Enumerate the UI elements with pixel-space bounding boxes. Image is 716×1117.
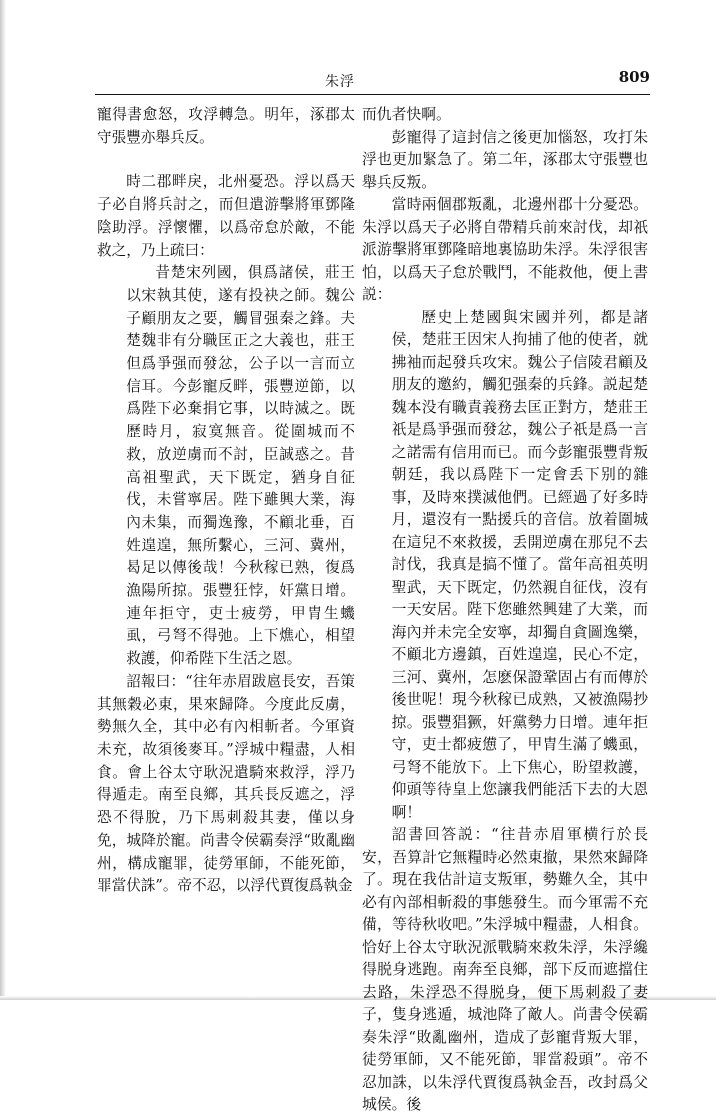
classical-text-column [97,104,355,984]
scan-edge [0,0,6,1000]
memorial-quote: 昔楚宋列國，俱爲諸侯，莊王以宋執其使，遂有投袂之師。魏公子顧朋友之要，觸冒强秦之鋒。夫楚魏非有分職匡正之大義也，莊王但爲爭强而發忿，公子以一言而立信耳。今彭寵反畔，張豐逆節，以爲陛下必棄捐它事，以時滅之。既歷時月，寂寞無音。從圍城而不救，放逆虜而不討，臣誠惑之。昔高祖聖武，天下既定，猶身自征伐，未嘗寧居。陛下雖興大業，海內未集，而獨逸豫，不顧北垂，百姓遑遑，無所繫心，三河、冀州，曷足以傳後哉！今秋稼已熟，復爲漁陽所掠。張豐狂悖，奸黨日增。連年拒守，吏士疲勞，甲胄生蟣虱，弓弩不得弛。上下燋心，相望救護，仰希陛下生活之恩。 [126,264,355,668]
paragraph: 時二郡畔戾，北州憂恐。浮以爲天子必自將兵討之，而但遣游擊將軍鄧隆陰助浮。浮懷懼，以爲帝怠於敵，不能救之，乃上疏曰： [97,173,355,259]
paragraph: 當時兩個郡叛亂，北邊州郡十分憂恐。朱浮以爲天子必將自帶精兵前來討伐，却祇派游擊將軍鄧隆暗地裏協助朱浮。朱浮很害怕，以爲天子怠於戰鬥，不能救他，便上書説： [362,196,648,303]
header-rule [95,94,650,95]
paragraph: 詔書回答説：“往昔赤眉軍横行於長安，吾算計它無糧時必然東撤，果然來歸降了。現在我估計這支叛軍，勢難久全，其中必有內部相斬殺的事態發生。而今軍需不充備，等待秋收吧。”朱浮城中糧盡，人相食。恰好上谷太守耿況派戰騎來救朱浮，朱浮纔得脱身逃跑。南奔至良鄉，部下反而遮擋住去路，朱浮恐不得脱身，便下馬刺殺了妻子，隻身逃遁，城池降了敵人。尚書令侯霸奏朱浮“敗亂幽州，造成了彭寵背叛大罪，徒勞軍師，又不能死節，罪當殺頭”。帝不忍加誅，以朱浮代賈復爲執金吾，改封爲父城侯。後 [362,826,648,1113]
running-title: 朱浮 [325,74,355,90]
page-header [95,68,650,94]
page-number: 809 [618,68,650,86]
paragraph: 詔報曰：“往年赤眉跋扈長安，吾策其無穀必東，果來歸降。今度此反虜，勢無久全，其中必有內相斬者。今軍資未充，故須後麥耳。”浮城中糧盡，人相食。會上谷太守耿況遣騎來救浮，浮乃得遁走。南至良鄉，其兵長反遮之，浮恐不得脫，乃下馬刺殺其妻，僅以身免，城降於寵。尚書令侯霸奏浮“敗亂幽州，構成寵罪，徒勞軍師，不能死節，罪當伏誅”。帝不忍，以浮代賈復爲執金 [97,672,355,895]
paragraph: 而仇者快啊。 [362,106,451,123]
paragraph: 彭寵得了這封信之後更加惱怒，攻打朱浮也更加緊急了。第二年，涿郡太守張豐也舉兵反叛。 [362,128,648,191]
translation-column [362,104,648,1113]
memorial-quote: 歷史上楚國與宋國并列，都是諸侯，楚莊王因宋人拘捕了他的使者，就拂袖而起發兵攻宋。魏公子信陵君顧及朋友的邀約，觸犯强秦的兵鋒。説起楚魏本没有職責義務去匡正對方，楚莊王祇是爲爭强而發忿，魏公子祇是爲一言之諾需有信用而已。而今彭寵張豐背叛朝廷，我以爲陛下一定會丢下别的雜事，及時來撲滅他們。已經過了好多時月，還沒有一點援兵的音信。放着圍城在這兒不來救援，丢開逆虜在那兒不去討伐，我真是搞不懂了。當年高祖英明聖武，天下既定，仍然親自征伐，沒有一天安居。陛下您雖然興建了大業，而海內并未完全安寧，却獨自貪圖逸樂，不顧北方邊鎮，百姓遑遑，民心不定，三河、冀州，怎麽保證鞏固占有而傳於後世呢！現今秋稼已成熟，又被漁陽抄掠。張豐猖獗，奸黨勢力日增。連年拒守，吏士都疲憊了，甲胄生滿了蟣虱，弓弩不能放下。上下焦心，盼望救護，仰頭等待皇上您讓我們能活下去的大恩啊！ [391,308,648,821]
paragraph: 寵得書愈怒，攻浮轉急。明年，涿郡太守張豐亦舉兵反。 [97,106,355,146]
